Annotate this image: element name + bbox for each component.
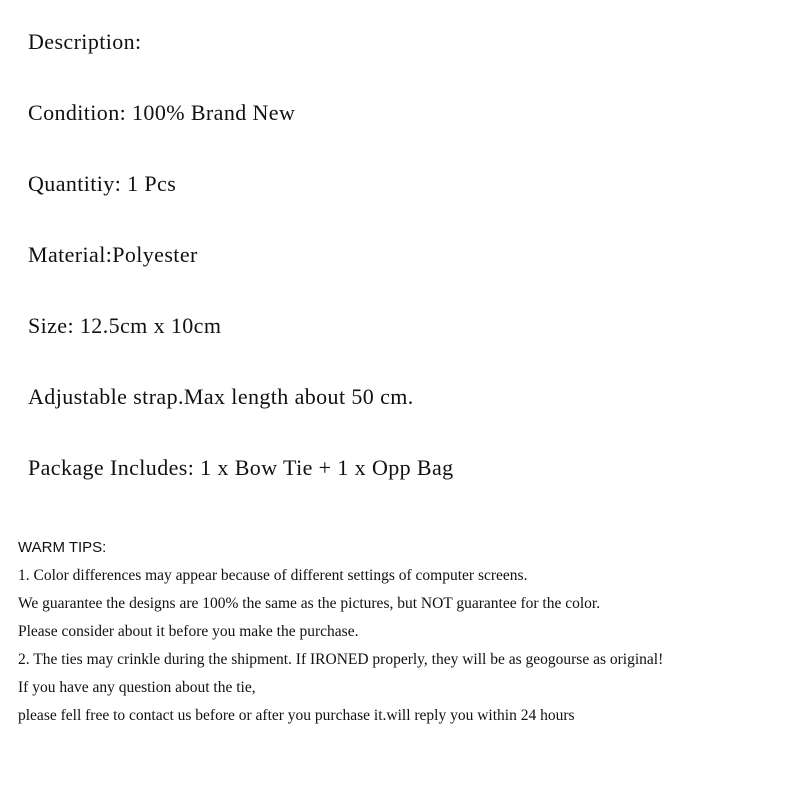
tip-line: Please consider about it before you make the purchase.	[18, 623, 359, 640]
quantity-text: Quantitiy: 1 Pcs	[28, 171, 177, 196]
material-text: Material:Polyester	[28, 242, 198, 267]
tip-line: We guarantee the designs are 100% the same as the pictures, but NOT guarantee for the color.	[18, 595, 601, 612]
condition-text: Condition: 100% Brand New	[28, 100, 296, 125]
tip-line: 2. The ties may crinkle during the shipment. If IRONED properly, they will be as geogourse as original!	[18, 651, 664, 668]
size-text: Size: 12.5cm x 10cm	[28, 313, 222, 338]
tip-line: 1. Color differences may appear because of different settings of computer screens.	[18, 567, 528, 584]
tip-line: If you have any question about the tie,	[18, 679, 256, 696]
tip-line: please fell free to contact us before or after you purchase it.will reply you within 24 hours	[18, 707, 575, 724]
strap-text: Adjustable strap.Max length about 50 cm.	[28, 384, 414, 409]
warm-tips-section	[18, 538, 793, 734]
package-text: Package Includes: 1 x Bow Tie + 1 x Opp Bag	[28, 455, 454, 480]
description-heading: Description:	[28, 29, 142, 54]
warm-tips-heading: WARM TIPS:	[18, 539, 107, 556]
